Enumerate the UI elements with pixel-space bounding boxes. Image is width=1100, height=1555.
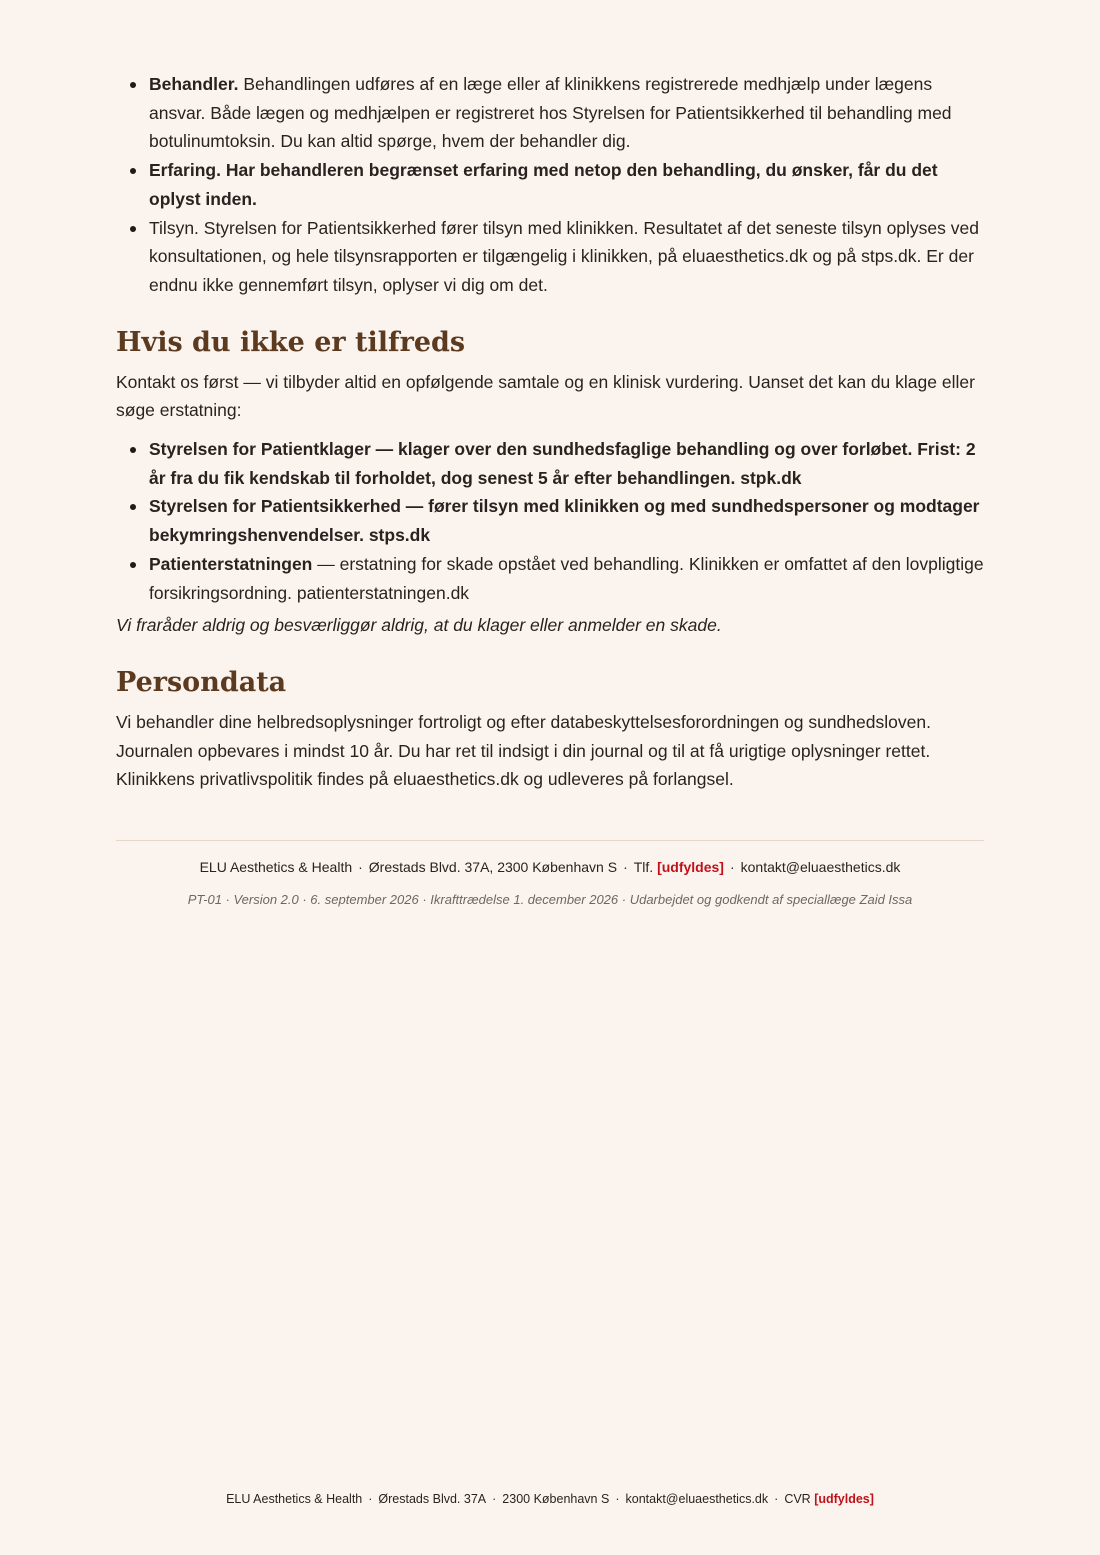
list-item-lead: Behandler. <box>149 74 239 94</box>
list-item-text: Behandlingen udføres af en læge eller af klinikkens registrerede medhjælp under lægens ansvar. Både lægen og medhjælpen er registreret hos Styrelsen for Patientsikkerhed til behandling med botulinumtoksin. Du kan altid spørge, hvem der behandler dig. <box>149 74 952 152</box>
section-heading-complaints: Hvis du ikke er tilfreds <box>116 326 466 358</box>
privacy-text: Vi behandler dine helbredsoplysninger fortroligt og efter databeskyttelsesforordningen og sundhedsloven. Journalen opbevares i mindst 10 år. Du har ret til indsigt i din journal og til at få urigtige oplysninger rettet. Klinikkens privatlivspolitik findes på eluaesthetics.dk og udleveres på forlangsel. <box>116 711 931 790</box>
list-item-patientklager <box>149 435 984 492</box>
document-page <box>116 70 984 909</box>
footer-address: Ørestads Blvd. 37A, 2300 København S <box>368 859 618 876</box>
page-footer: ELU Aesthetics & Health · Ørestads Blvd. 37A · 2300 København S · kontakt@eluaesthetics.dk · CVR [udfyldes] <box>226 1492 874 1506</box>
page-footer-cvr-placeholder: [udfyldes] <box>814 1492 874 1506</box>
list-item-patienterstatningen <box>149 550 984 607</box>
document-meta: PT-01 · Version 2.0 · 6. september 2026 · Ikrafttrædelse 1. december 2026 · Udarbejdet og godkendt af speciallæge Zaid Issa <box>187 892 913 908</box>
list-item-text: Erfaring. Har behandleren begrænset erfaring med netop den behandling, du ønsker, får du det oplyst inden. <box>149 160 938 209</box>
list-item-tilsyn <box>149 214 984 300</box>
page-footer-email: kontakt@eluaesthetics.dk <box>625 1492 769 1506</box>
page-footer-company: ELU Aesthetics & Health <box>226 1492 363 1506</box>
page-footer-street: Ørestads Blvd. 37A <box>378 1492 487 1506</box>
footer-email: kontakt@eluaesthetics.dk <box>740 859 901 876</box>
list-item-lead: Patienterstatningen <box>149 553 313 574</box>
info-list <box>116 70 984 300</box>
complaints-list <box>116 435 984 607</box>
list-item-behandler <box>149 70 984 156</box>
footer-phone-placeholder: [udfyldes] <box>657 859 724 876</box>
footer-phone-label: Tlf. <box>633 859 654 876</box>
list-item-text: — erstatning for skade opstået ved behandling. Klinikken er omfattet af den lovpligtige forsikringsordning. patienterstatningen.dk <box>149 553 984 603</box>
page-footer-city: 2300 København S <box>502 1492 610 1506</box>
document-footer-contact: ELU Aesthetics & Health · Ørestads Blvd. 37A, 2300 København S · Tlf. [udfyldes] · kontakt@eluaesthetics.dk <box>199 859 901 876</box>
complaints-intro: Kontakt os først — vi tilbyder altid en opfølgende samtale og en klinisk vurdering. Uanset det kan du klage eller søge erstatning: <box>116 371 975 421</box>
complaints-note: Vi fraråder aldrig og besværliggør aldrig, at du klager eller anmelder en skade. <box>116 615 722 636</box>
list-item-text: Styrelsen for Patientsikkerhed — fører tilsyn med klinikken og med sundhedspersoner og modtager bekymringshenvendelser. stps.dk <box>149 496 980 546</box>
list-item-text: Tilsyn. Styrelsen for Patientsikkerhed fører tilsyn med klinikken. Resultatet af det seneste tilsyn oplyses ved konsultationen, og hele tilsynsrapporten er tilgængelig i klinikken, på eluaesthetics.dk og på stps.dk. Er der endnu ikke gennemført tilsyn, oplyser vi dig om det. <box>149 217 979 295</box>
footer-company: ELU Aesthetics & Health <box>199 859 353 876</box>
section-heading-privacy: Persondata <box>116 666 287 698</box>
list-item-patientsikkerhed <box>149 492 984 549</box>
page-footer-cvr-label: CVR <box>784 1492 811 1506</box>
footer-divider <box>116 840 984 841</box>
list-item-erfaring <box>149 156 984 213</box>
list-item-text: Styrelsen for Patientklager — klager over den sundhedsfaglige behandling og over forløbet. Frist: 2 år fra du fik kendskab til forholdet, dog senest 5 år efter behandlingen. stpk.dk <box>149 439 976 488</box>
